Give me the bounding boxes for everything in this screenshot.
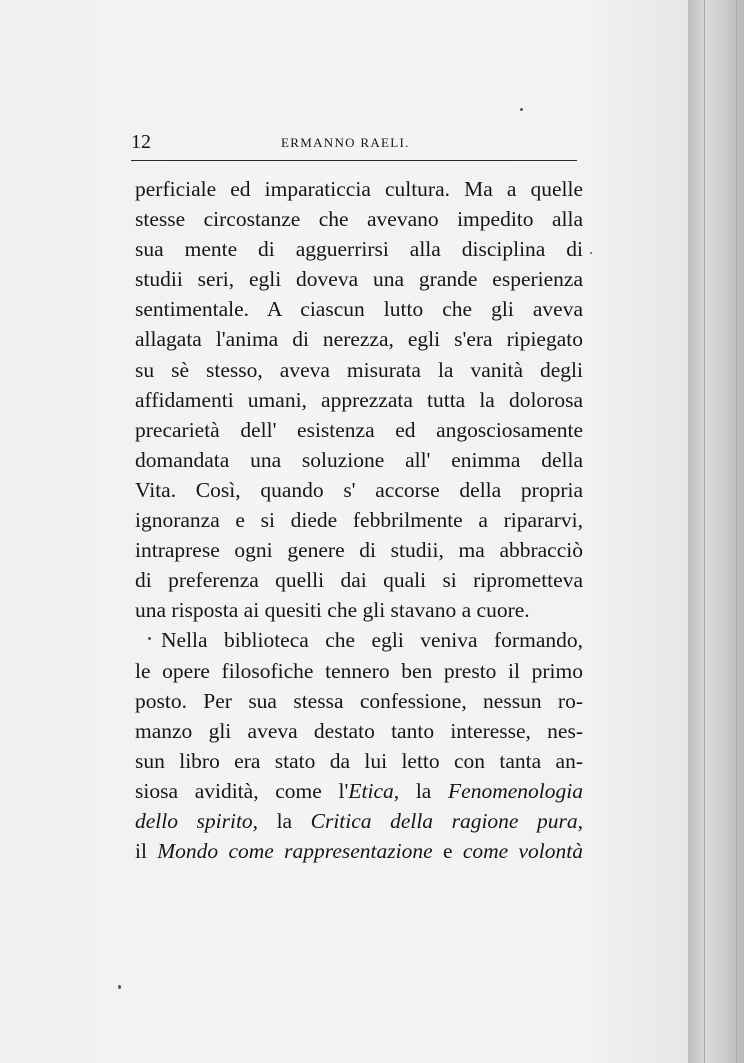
italic-title: Fenomenologia	[448, 778, 583, 803]
gutter-edge-line	[736, 0, 737, 1063]
text-line: manzo gli aveva destato tanto interesse, nes-	[135, 718, 583, 743]
text-line: una risposta ai quesiti che gli stavano a cuore.	[135, 598, 530, 623]
text-run: la	[399, 778, 449, 803]
text-line-mixed	[135, 806, 583, 836]
italic-title: Mondo come rappresentazione	[157, 839, 433, 864]
text-line: su sè stesso, aveva misurata la vanità degli	[135, 357, 583, 382]
italic-title: dello spirito,	[135, 808, 259, 833]
text-line: sua mente di agguerrirsi alla disciplina di	[135, 237, 583, 262]
text-run: siosa avidità, come l'	[135, 778, 349, 803]
text-line: affidamenti umani, apprezzata tutta la dolorosa	[135, 387, 583, 412]
paper-speck	[520, 108, 523, 111]
text-line: intraprese ogni genere di studii, ma abbracciò	[135, 538, 583, 563]
text-line: stesse circostanze che avevano impedito alla	[135, 207, 583, 232]
text-line: perficiale ed imparaticcia cultura. Ma a quelle	[135, 177, 583, 201]
italic-title: Critica della ragione pura,	[310, 808, 583, 833]
body-text	[135, 174, 583, 866]
text-line: sentimentale. A ciascun lutto che gli aveva	[135, 297, 583, 322]
running-title: ERMANNO RAELI.	[281, 135, 410, 150]
text-line-mixed	[135, 836, 583, 866]
paper-speck	[148, 637, 151, 640]
text-line-mixed	[135, 776, 583, 806]
text-line: Vita. Così, quando s' accorse della propria	[135, 477, 583, 502]
text-line: di preferenza quelli dai quali si riprometteva	[135, 568, 583, 593]
text-line: precarietà dell' esistenza ed angosciosamente	[135, 417, 583, 442]
text-run: e	[432, 839, 463, 864]
text-line: sun libro era stato da lui letto con tanta an-	[135, 748, 583, 773]
text-line: le opere filosofiche tennero ben presto il primo	[135, 658, 583, 683]
text-line: ignoranza e si diede febbrilmente a ripararvi,	[135, 508, 583, 533]
text-run: il	[135, 839, 158, 864]
page-number: 12	[131, 131, 151, 153]
text-line: studii seri, egli doveva una grande esperienza	[135, 267, 583, 292]
text-line: posto. Per sua stessa confessione, nessun ro-	[135, 688, 583, 713]
paper-speck	[590, 252, 592, 254]
text-line: allagata l'anima di nerezza, egli s'era ripiegato	[135, 327, 583, 352]
text-line: Nella biblioteca che egli veniva formando,	[161, 628, 583, 653]
header-rule	[131, 160, 577, 161]
page-header	[131, 130, 577, 156]
italic-title: come volontà	[462, 839, 583, 864]
italic-title: Etica,	[348, 778, 400, 803]
paper-speck	[118, 985, 121, 989]
gutter-fold-line	[704, 0, 705, 1063]
text-run: la	[258, 808, 311, 833]
text-line: domandata una soluzione all' enimma della	[135, 447, 583, 472]
